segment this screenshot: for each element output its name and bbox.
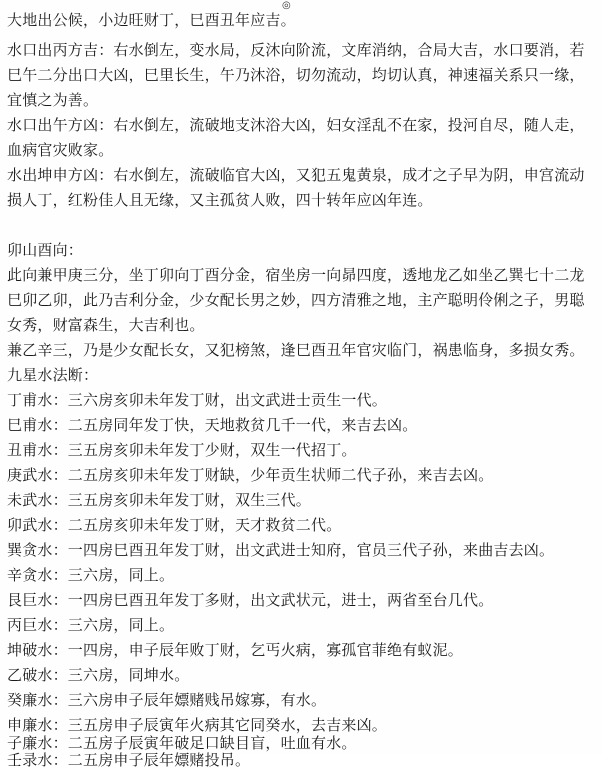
text-line: 水口出午方凶：右水倒左，流破地支沐浴大凶，妇女淫乱不在家，投河自尽，随人走， — [7, 116, 585, 134]
text-line: 大地出公候，小边旺财丁，巳酉丑年应吉。 — [7, 11, 296, 29]
text-line: 巽贪水：一四房巳酉丑年发丁财，出文武进士知府，官员三代子孙，来曲吉去凶。 — [7, 541, 555, 559]
text-line: 未武水：三五房亥卯未年发丁财，双生三代。 — [7, 491, 312, 509]
text-line: 巳卯乙卯，此乃吉利分金，少女配长男之妙，四方清雅之地，主产聪明伶俐之子，男聪 — [7, 291, 585, 309]
text-line: 损人丁，红粉佳人且无缘，又主孤贫人败，四十转年应凶年连。 — [7, 191, 433, 209]
text-line: 子廉水：二五房子辰寅年破足口缺目盲，吐血有水。 — [7, 734, 357, 752]
text-line: 癸廉水：三六房申子辰年嫖赌贱吊嫁寡，有水。 — [7, 691, 327, 709]
text-line: 水口出丙方吉：右水倒左，变水局，反沐向阶流，文库消纳，合局大吉，水口要消，若 — [7, 41, 585, 59]
text-line: 丑甫水：三五房亥卯未年发丁少财，双生一代招丁。 — [7, 441, 357, 459]
text-line: 此向兼甲庚三分，坐丁卯向丁酉分金，宿坐房一向昴四度，透地龙乙如坐乙巽七十二龙 — [7, 266, 585, 284]
text-line: 卯武水：二五房亥卯未年发丁财，天才救贫二代。 — [7, 516, 342, 534]
text-line: 巳午二分出口大凶，巳里长生，午乃沐浴，切勿流动，均切认真，神速福关系只一缘， — [7, 66, 585, 84]
section-heading: 九星水法断： — [7, 366, 99, 384]
text-line: 乙破水：三六房，同坤水。 — [7, 666, 190, 684]
text-line: 辛贪水：三六房，同上。 — [7, 566, 175, 584]
text-line: 庚武水：二五房亥卯未年发丁财缺，少年贡生状师二代子孙，来吉去凶。 — [7, 466, 494, 484]
scan-mark: ◎ — [282, 0, 291, 11]
text-line: 申廉水：三五房申子辰寅年火病其它同癸水，去吉来凶。 — [7, 716, 388, 734]
text-line: 女秀，财富森生，大吉利也。 — [7, 316, 205, 334]
text-line: 丙巨水：三六房，同上。 — [7, 616, 175, 634]
text-line: 巳甫水：二五房同年发丁快，天地救贫几千一代，来吉去凶。 — [7, 416, 418, 434]
text-line: 兼乙辛三，乃是少女配长女，又犯榜煞，逢巳酉丑年官灾临门，祸患临身，多损女秀。 — [7, 341, 585, 359]
text-line: 丁甫水：三六房亥卯未年发丁财，出文武进士贡生一代。 — [7, 391, 388, 409]
section-heading: 卯山酉向： — [7, 241, 84, 259]
text-line: 坤破水：一四房，申子辰年败丁财，乞丐火病，寡孤官菲绝有蚁泥。 — [7, 641, 464, 659]
text-line: 宜慎之为善。 — [7, 91, 99, 109]
text-line: 水出坤申方凶：右水倒左，流破临官大凶，又犯五鬼黄泉，成才之子早为阴，申宫流动 — [7, 166, 585, 184]
text-line: 壬录水：二五房申子辰年嫖赌投吊。 — [7, 751, 251, 769]
text-line: 艮巨水：一四房巳酉丑年发丁多财，出文武状元，进士，两省至台几代。 — [7, 591, 494, 609]
text-line: 血病官灾败家。 — [7, 141, 114, 159]
